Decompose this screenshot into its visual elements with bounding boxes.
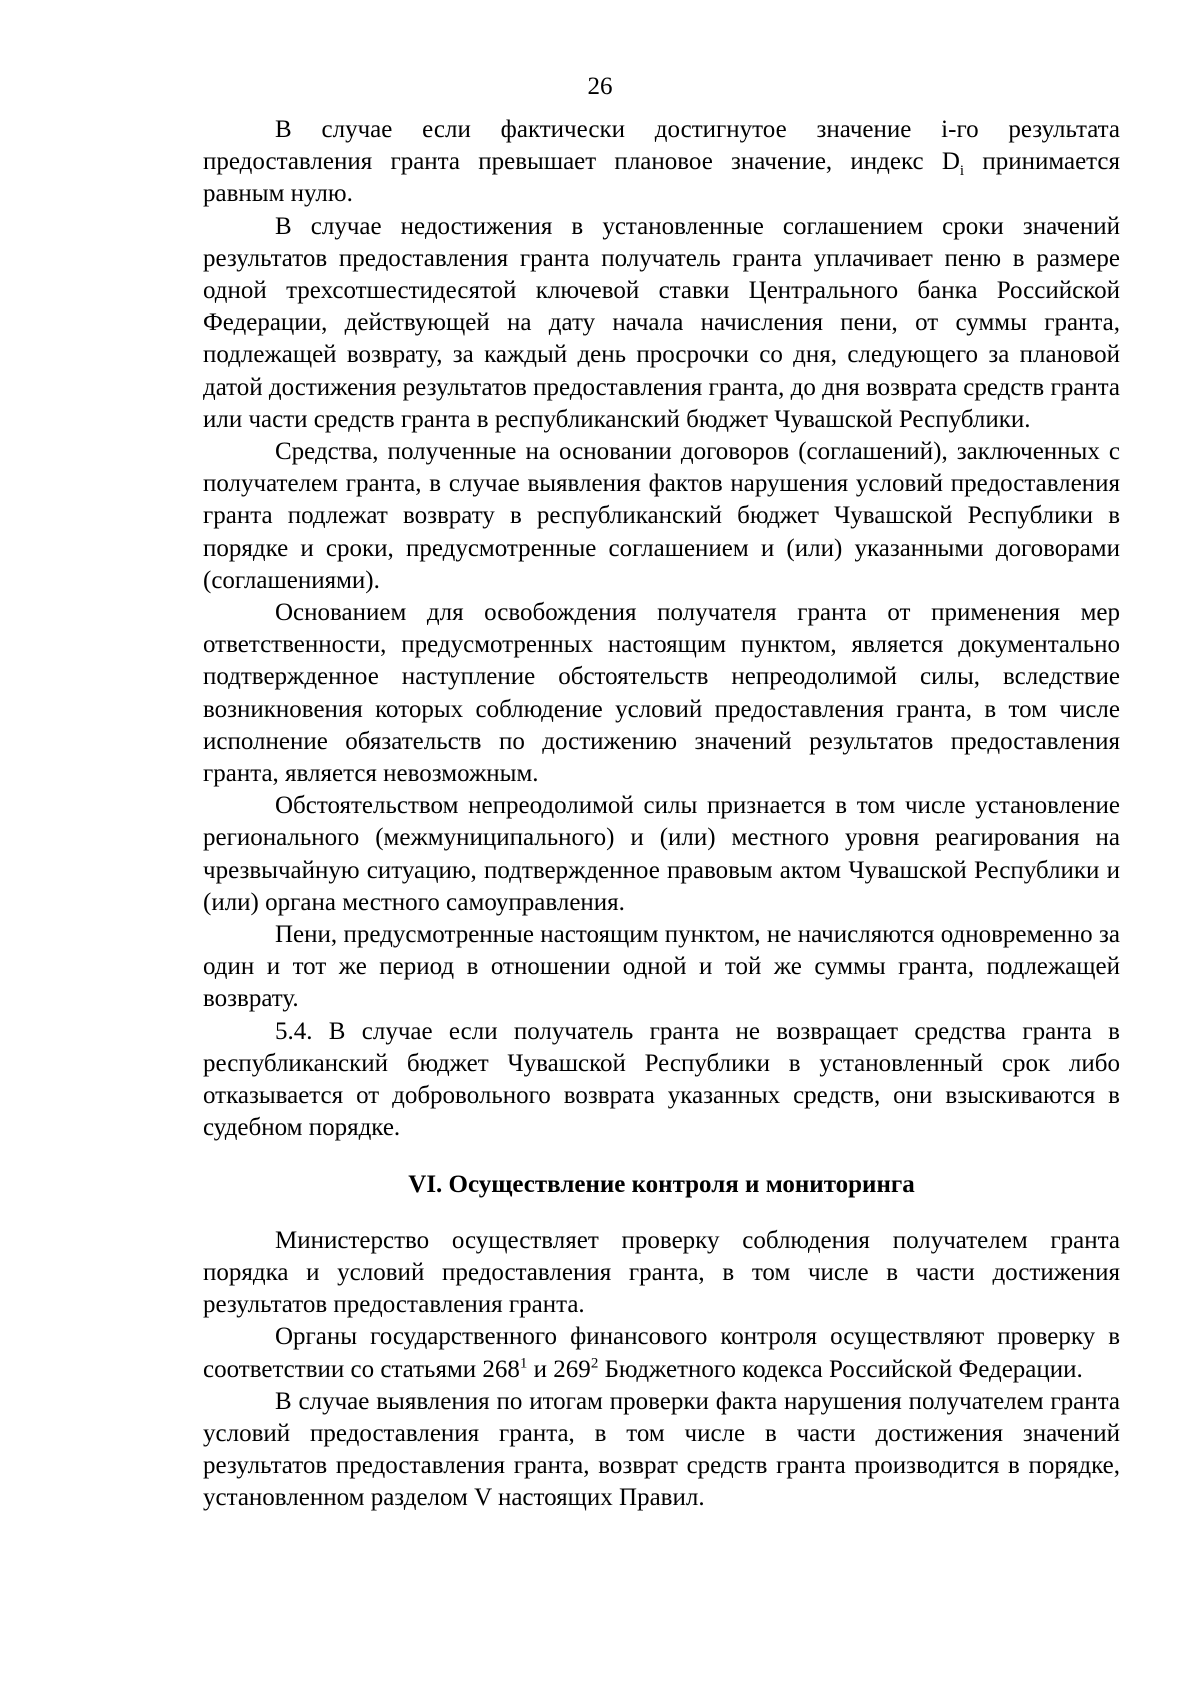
page-number: 26: [587, 73, 613, 100]
paragraph-force-majeure-basis: Основанием для освобождения получателя гранта от применения мер ответственности, предусмотренных настоящим пунктом, является документально подтвержденное наступление обстоятельств непреодолимой силы, вследствие возникновения которых соблюдение условий предоставления гранта, в том числе исполнение обязательств по достижению значений результатов предоставления гранта, является невозможным.: [203, 599, 1120, 788]
paragraph-financial-control: [203, 1321, 1120, 1385]
paragraph-5-4: 5.4. В случае если получатель гранта не возвращает средства гранта в республиканский бюджет Чувашской Республики в установленный срок либо отказывается от добровольного возврата указанных средств, они взыскиваются в судебном порядке.: [203, 1017, 1120, 1142]
index-subscript: i: [959, 163, 965, 180]
document-body: [203, 114, 1120, 1515]
paragraph-text: Бюджетного кодекса Российской Федерации.: [598, 1355, 1083, 1383]
paragraph-index-zero: [203, 114, 1120, 211]
section-title: VI. Осуществление контроля и мониторинга: [408, 1170, 915, 1198]
paragraph-penalty-no-duplicate: Пени, предусмотренные настоящим пунктом, не начисляются одновременно за один и тот же период в отношении одной и той же суммы гранта, подлежащей возврату.: [203, 921, 1120, 1013]
paragraph-force-majeure-definition: Обстоятельством непреодолимой силы признается в том числе установление регионального (межмуниципального) и (или) местного уровня реагирования на чрезвычайную ситуацию, подтвержденное правовым актом Чувашской Республики и (или) органа местного самоуправления.: [203, 792, 1120, 916]
paragraph-text-end: принимается равным нулю.: [203, 148, 1121, 208]
article-superscript: 2: [590, 1355, 599, 1372]
paragraph-ministry-check: Министерство осуществляет проверку соблюдения получателем гранта порядка и условий предоставления гранта, в том числе в части достижения результатов предоставления гранта.: [203, 1226, 1120, 1319]
paragraph-text: и 269: [527, 1355, 591, 1383]
paragraph-funds-return: Средства, полученные на основании договоров (соглашений), заключенных с получателем гранта, в случае выявления фактов нарушения условий предоставления гранта подлежат возврату в республиканский бюджет Чувашской Республики в порядке и сроки, предусмотренные соглашением и (или) указанными договорами (соглашениями).: [203, 438, 1120, 594]
paragraph-text: Органы государственного финансового контроля осуществляют проверку в соответствии со статьями 268: [203, 1323, 1120, 1383]
paragraph-penalty: В случае недостижения в установленные соглашением сроки значений результатов предоставления гранта получатель гранта уплачивает пеню в размере одной трехсотшестидесятой ключевой ставки Центрального банка Российской Федерации, действующей на дату начала начисления пени, от суммы гранта, подлежащей возврату, за каждый день просрочки со дня, следующего за плановой датой достижения результатов предоставления гранта, до дня возврата средств гранта или части средств гранта в республиканский бюджет Чувашской Республики.: [203, 212, 1120, 433]
paragraph-violation-return: В случае выявления по итогам проверки факта нарушения получателем гранта условий предоставления гранта, в том числе в части достижения значений результатов предоставления гранта, возврат средств гранта производится в порядке, установленном разделом V настоящих Правил.: [203, 1387, 1120, 1512]
article-superscript: 1: [519, 1355, 528, 1372]
paragraph-text: В случае если фактически достигнутое значение i-го результата предоставления гранта превышает плановое значение, индекс D: [203, 116, 1120, 176]
